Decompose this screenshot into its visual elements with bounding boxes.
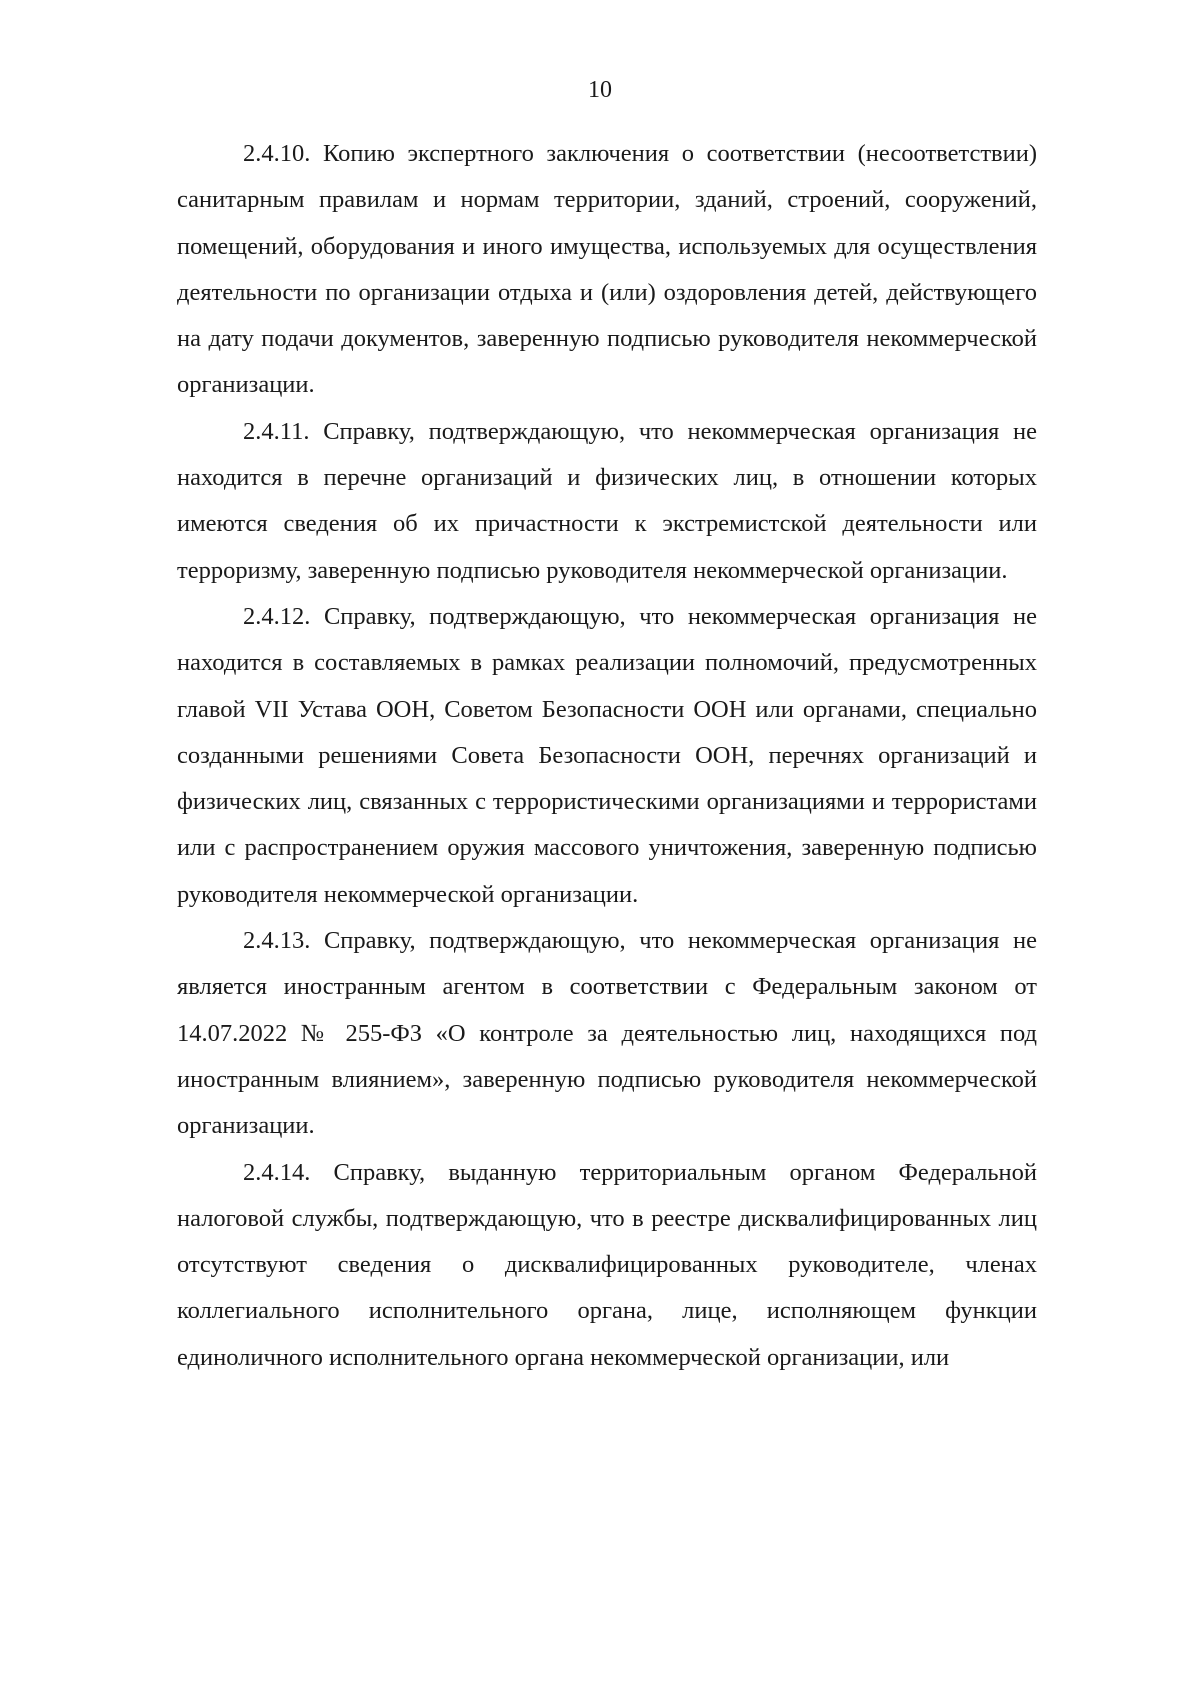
paragraph-2-4-14: 2.4.14. Справку, выданную территориальным органом Федеральной налоговой службы, подтверждающую, что в реестре дисквалифицированных лиц отсутствуют сведения о дисквалифицированных руководителе, членах коллегиального исполнительного органа, лице, исполняющем функции единоличного исполнительного органа некоммерческой организации, или xyxy=(177,1158,1037,1371)
document-body xyxy=(177,131,1037,1381)
paragraph-2-4-10: 2.4.10. Копию экспертного заключения о соответствии (несоответствии) санитарным правилам и нормам территории, зданий, строений, сооружений, помещений, оборудования и иного имущества, используемых для осуществления деятельности по организации отдыха и (или) оздоровления детей, действующего на дату подачи документов, заверенную подписью руководителя некоммерческой организации. xyxy=(177,140,1037,399)
page-number: 10 xyxy=(588,77,612,103)
paragraph-2-4-12: 2.4.12. Справку, подтверждающую, что некоммерческая организация не находится в составляемых в рамках реализации полномочий, предусмотренных главой VII Устава ООН, Советом Безопасности ООН или органами, специально созданными решениями Совета Безопасности ООН, перечнях организаций и физических лиц, связанных с террористическими организациями и террористами или с распространением оружия массового уничтожения, заверенную подписью руководителя некоммерческой организации. xyxy=(177,602,1037,908)
paragraph-2-4-13: 2.4.13. Справку, подтверждающую, что некоммерческая организация не является иностранным агентом в соответствии с Федеральным законом от 14.07.2022 № 255-ФЗ «О контроле за деятельностью лиц, находящихся под иностранным влиянием», заверенную подписью руководителя некоммерческой организации. xyxy=(177,927,1037,1140)
paragraph-2-4-11: 2.4.11. Справку, подтверждающую, что некоммерческая организация не находится в перечне организаций и физических лиц, в отношении которых имеются сведения об их причастности к экстремистской деятельности или терроризму, заверенную подписью руководителя некоммерческой организации. xyxy=(177,417,1037,584)
